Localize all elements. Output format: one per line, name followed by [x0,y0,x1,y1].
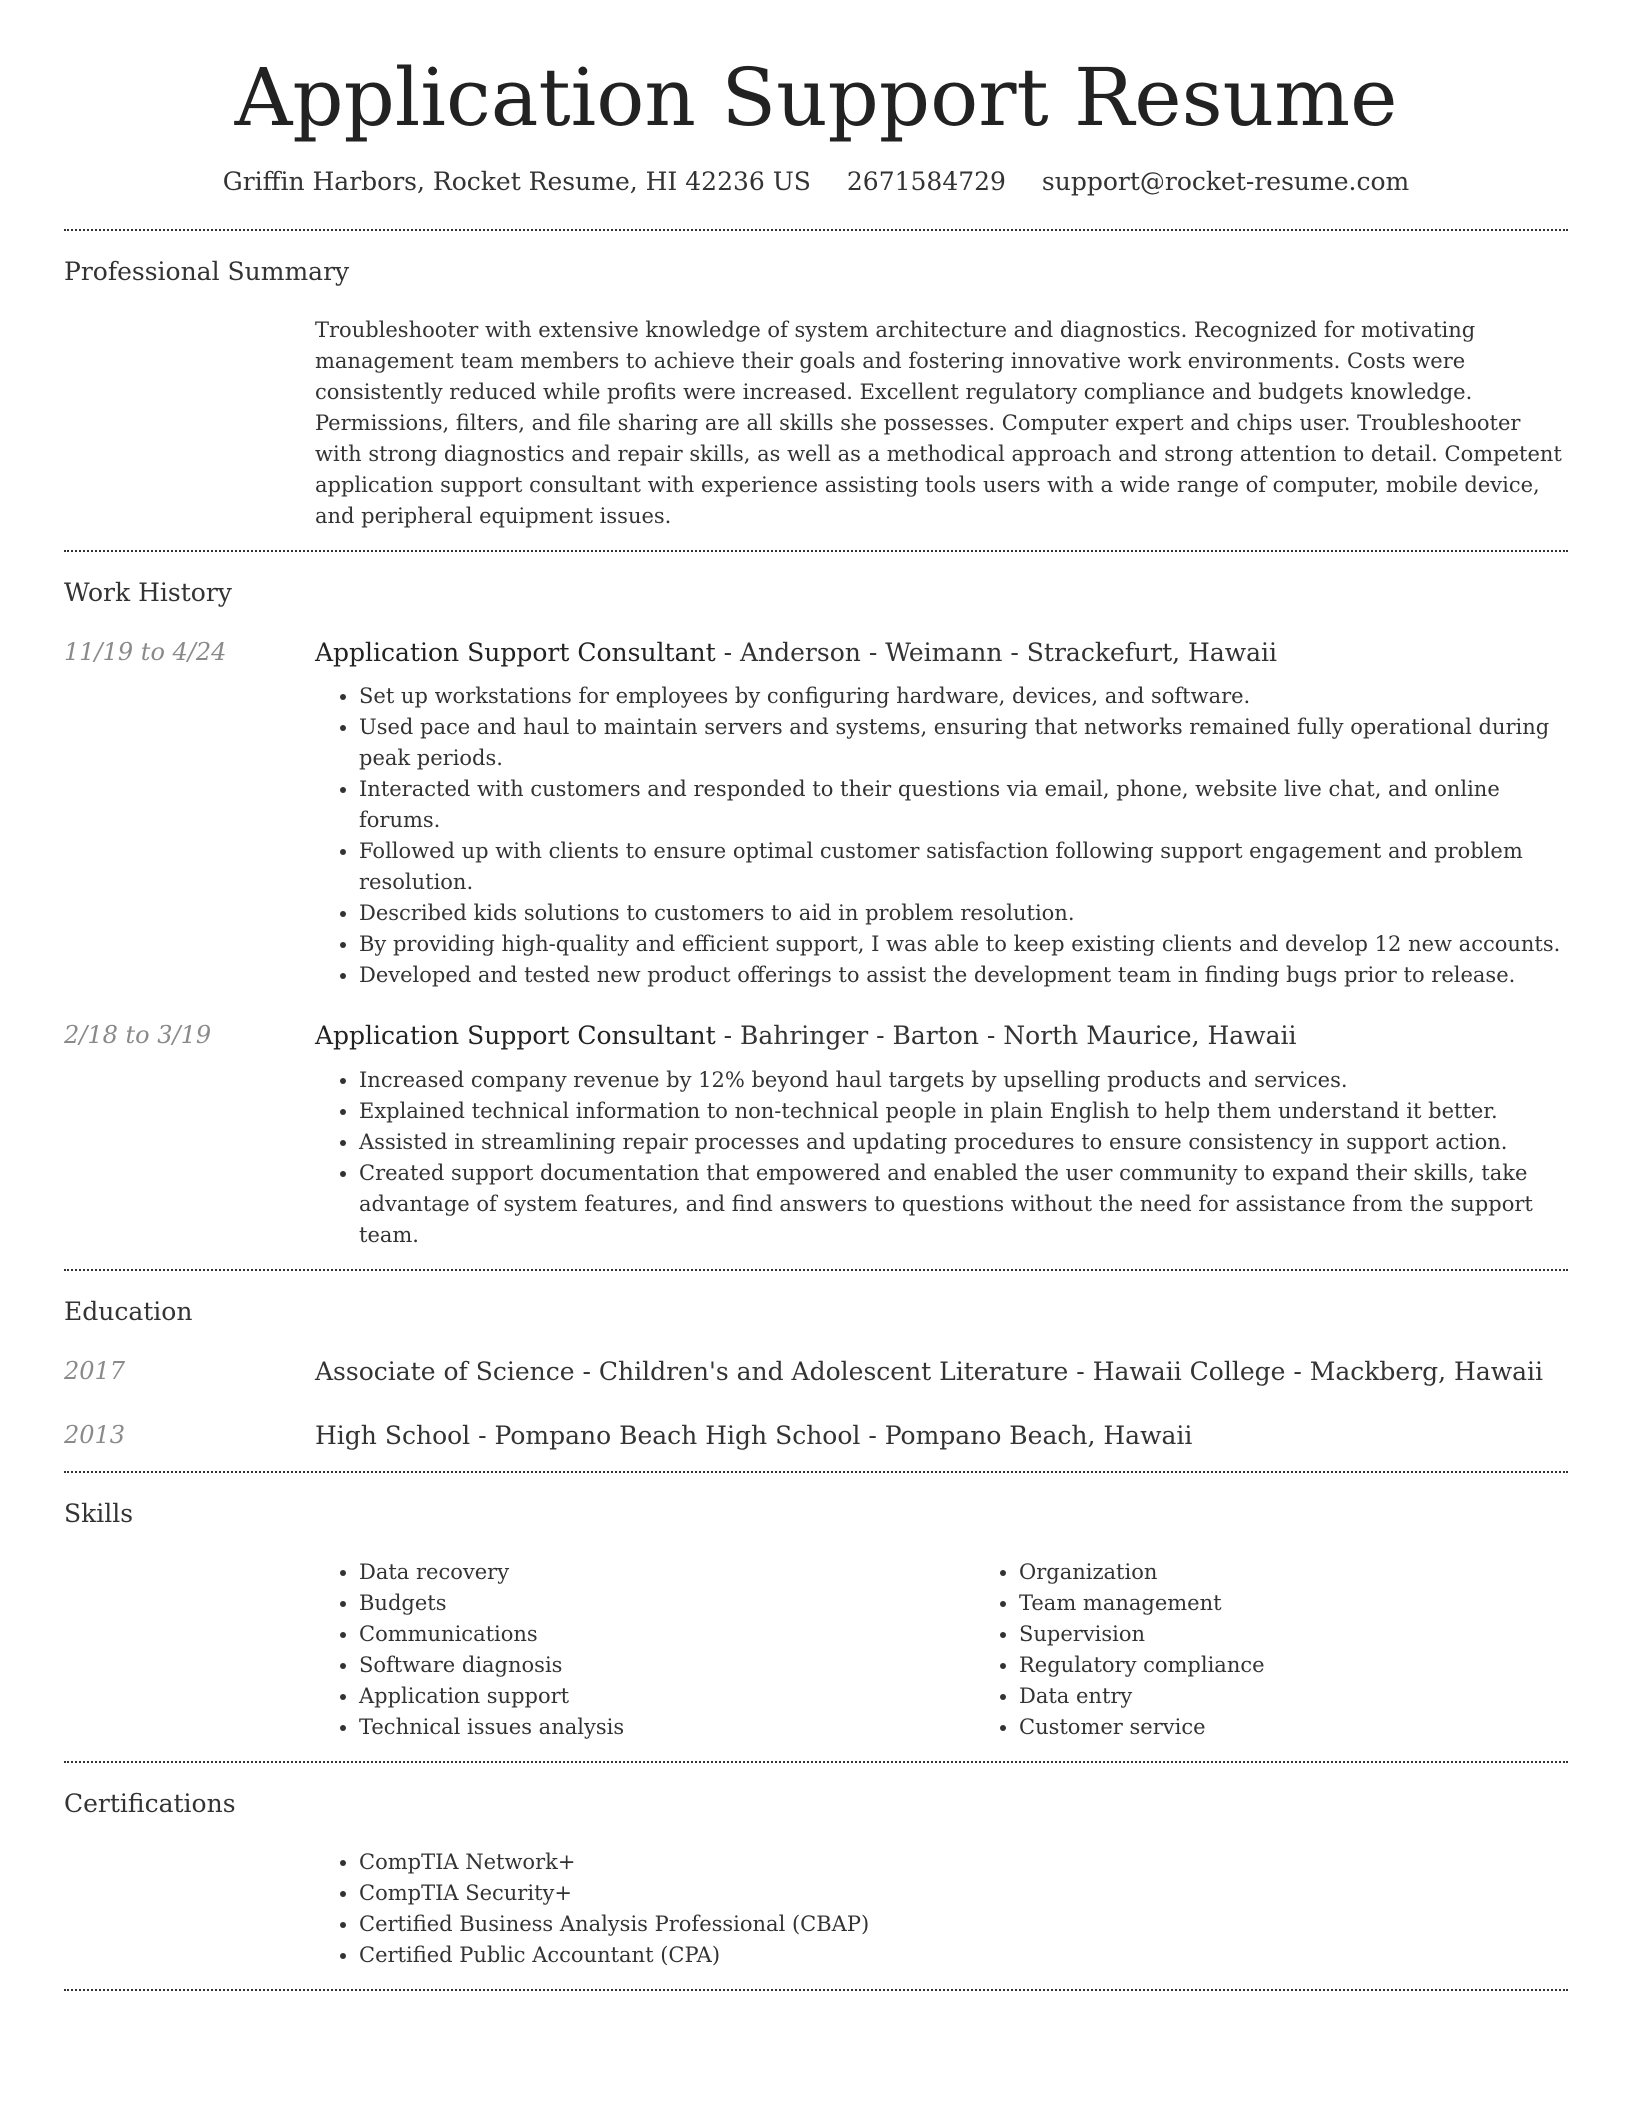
summary-right-col [315,315,1568,532]
education-degree: High School [315,1420,471,1450]
job-content [315,1019,1568,1251]
work-history-section [64,552,1568,1270]
skill-item: • Communications [359,1619,975,1650]
job-bullet: • Created support documentation that empowered and enabled the user community to expand their skills, take advantage of system features, and find answers to questions without the need for assistance from the support team. [359,1158,1568,1251]
job-bullets [315,1065,1568,1251]
education-text [315,1355,1568,1389]
education-text [315,1419,1568,1453]
skill-item: • Data recovery [359,1557,975,1588]
job-bullet: • Used pace and haul to maintain servers and systems, ensuring that networks remained fully operational during peak periods. [359,712,1568,774]
skill-item: • Technical issues analysis [359,1712,975,1743]
certification-item: • Certified Public Accountant (CPA) [359,1940,1568,1971]
education-entry [64,1419,1568,1453]
education-section [64,1271,1568,1471]
certifications-row [64,1847,1568,1971]
skill-item: • Data entry [1019,1681,1632,1712]
skill-item: • Organization [1019,1557,1632,1588]
job-bullet: • Followed up with clients to ensure optimal customer satisfaction following support engagement and problem resolution. [359,836,1568,898]
certifications-right-col [315,1847,1568,1971]
skill-item: • Team management [1019,1588,1632,1619]
contact-line [64,166,1568,199]
skill-item: • Software diagnosis [359,1650,975,1681]
skill-item: • Application support [359,1681,975,1712]
skills-grid [315,1557,1632,1743]
contact-email: support@rocket-resume.com [1041,167,1410,196]
education-degree: Associate of Science [315,1357,575,1386]
summary-text: Troubleshooter with extensive knowledge of system architecture and diagnostics. Recognized for motivating management team members to achieve their goals and fostering innovative work environments. Costs were consistently reduced while profits were increased. Excellent regulatory compliance and budgets knowledge. Permissions, filters, and file sharing are all skills she possesses. Computer expert and chips user. Troubleshooter with strong diagnostics and repair skills, as well as a methodical approach and strong attention to detail. Competent application support consultant with experience assisting tools users with a wide range of computer, mobile device, and peripheral equipment issues. [315,317,1562,528]
skills-left-col [64,1557,315,1743]
job-bullet: • Set up workstations for employees by configuring hardware, devices, and software. [359,681,1568,712]
section-title-certifications: Certifications [64,1788,236,1818]
job-details: - Bahringer - Barton - North Maurice, Hawaii [715,1021,1297,1051]
certification-item: • CompTIA Network+ [359,1847,1568,1878]
job-bullet: • Explained technical information to non-technical people in plain English to help them understand it better. [359,1096,1568,1127]
job-position: Application Support Consultant [315,1021,716,1051]
summary-row [64,315,1568,532]
skill-item: • Regulatory compliance [1019,1650,1632,1681]
job-content [315,636,1568,992]
skills-list-right [975,1557,1632,1743]
education-details: - Pompano Beach High School - Pompano Beach, Hawaii [470,1420,1193,1450]
certifications-section [64,1763,1568,1989]
education-entry [64,1355,1568,1389]
resume-header [64,50,1568,199]
job-bullet: • By providing high-quality and efficient support, I was able to keep existing clients and develop 12 new accounts. [359,929,1568,960]
contact-address: Griffin Harbors, Rocket Resume, HI 42236 US [222,167,811,196]
job-entry [64,636,1568,992]
contact-phone: 2671584729 [846,167,1006,196]
job-entry [64,1019,1568,1251]
section-title-summary: Professional Summary [64,256,350,286]
skills-section [64,1473,1568,1761]
skill-item: • Customer service [1019,1712,1632,1743]
skills-list-left [315,1557,975,1743]
skill-item: • Budgets [359,1588,975,1619]
resume-title: Application Support Resume [234,51,1398,144]
job-bullets [315,681,1568,991]
section-title-skills: Skills [64,1498,134,1528]
certifications-list [315,1847,1568,1971]
job-title [315,1019,1568,1053]
education-details: - Children's and Adolescent Literature - Hawaii College - Mackberg, Hawaii [574,1357,1544,1386]
summary-left-col [64,315,315,532]
education-year: 2013 [64,1420,126,1449]
job-bullet: • Interacted with customers and responded to their questions via email, phone, website live chat, and online forums. [359,774,1568,836]
job-bullet: • Described kids solutions to customers to aid in problem resolution. [359,898,1568,929]
certification-item: • CompTIA Security+ [359,1878,1568,1909]
certification-item: • Certified Business Analysis Professional (CBAP) [359,1909,1568,1940]
summary-section [64,231,1568,550]
section-title-work: Work History [64,577,232,607]
job-position: Application Support Consultant [315,637,716,667]
divider [64,1989,1568,1991]
skill-item: • Supervision [1019,1619,1632,1650]
job-bullet: • Developed and tested new product offerings to assist the development team in finding bugs prior to release. [359,960,1568,991]
section-title-education: Education [64,1297,193,1326]
job-details: - Anderson - Weimann - Strackefurt, Hawaii [715,637,1278,667]
job-dates: 2/18 to 3/19 [64,1021,212,1050]
certifications-left-col [64,1847,315,1971]
job-dates: 11/19 to 4/24 [64,637,227,666]
skills-row [64,1557,1568,1743]
education-year: 2017 [64,1357,126,1385]
job-bullet: • Assisted in streamlining repair processes and updating procedures to ensure consistency in support action. [359,1127,1568,1158]
job-bullet: • Increased company revenue by 12% beyond haul targets by upselling products and services. [359,1065,1568,1096]
job-title [315,636,1568,670]
